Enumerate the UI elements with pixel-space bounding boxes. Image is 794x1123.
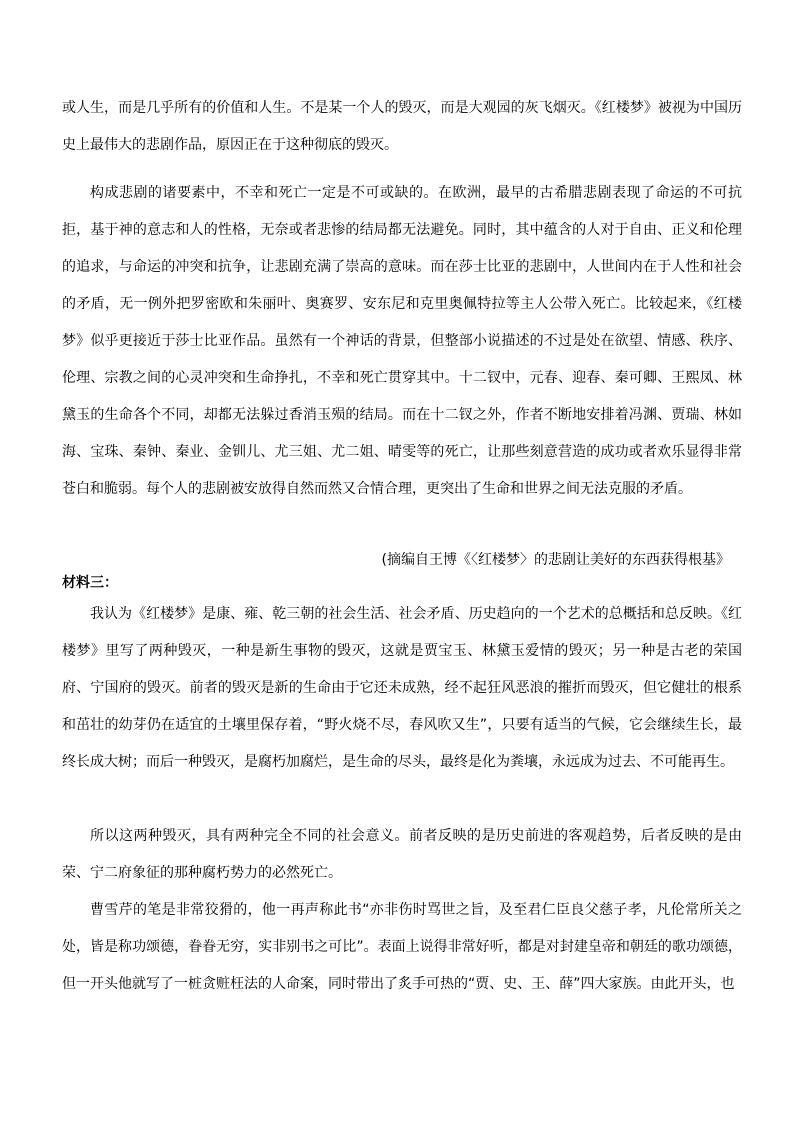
paragraph-continuation: 或人生，而是几乎所有的价值和人生。不是某一个人的毁灭，而是大观园的灰飞烟灭。《红楼梦》被视为中国历史上最伟大的悲剧作品，原因正在于这种彻底的毁灭。: [62, 100, 742, 153]
paragraph-social-meaning: 所以这两种毁灭，具有两种完全不同的社会意义。前者反映的是历史前进的客观趋势，后者反映的是由荣、宁二府象征的那种腐朽势力的必然死亡。: [62, 828, 742, 881]
paragraph-cao-xueqin: 曹雪芹的笔是非常狡猾的，他一再声称此书“亦非伤时骂世之旨，及至君仁臣良父慈子孝，凡伦常所关之处，皆是称功颂德，眷眷无穷，实非别书之可比”。表面上说得非常好听，都是对封建皇帝和朝廷的歌功颂德，但一开头他就写了一桩贪赃枉法的人命案，同时带出了炙手可热的“贾、史、王、薛”四大家族。由此开头，也: [62, 902, 742, 992]
section-heading-material-three: 材料三：: [62, 575, 118, 591]
paragraph-tragedy-elements: 构成悲剧的诸要素中，不幸和死亡一定是不可或缺的。在欧洲，最早的古希腊悲剧表现了命运的不可抗拒，基于神的意志和人的性格，无奈或者悲惨的结局都无法避免。同时，其中蕴含的人对于自由、正义和伦理的追求，与命运的冲突和抗争，让悲剧充满了崇高的意味。而在莎士比亚的悲剧中，人世间内在于人性和社会的矛盾，无一例外把罗密欧和朱丽叶、奥赛罗、安东尼和克里奥佩特拉等主人公带入死亡。比较起来，《红楼梦》似乎更接近于莎士比亚作品。虽然有一个神话的背景，但整部小说描述的不过是处在欲望、情感、秩序、伦理、宗教之间的心灵冲突和生命挣扎，不幸和死亡贯穿其中。十二钗中，元春、迎春、秦可卿、王熙凤、林黛玉的生命各个不同，却都无法躲过香消玉殒的结局。而在十二钗之外，作者不断地安排着冯渊、贾瑞、林如海、宝珠、秦钟、秦业、金钏儿、尤三姐、尤二姐、晴雯等的死亡，让那些刻意营造的成功或者欢乐显得非常苍白和脆弱。每个人的悲剧被安放得自然而然又合情合理，更突出了生命和世界之间无法克服的矛盾。: [62, 185, 742, 497]
paragraph-two-destructions: 我认为《红楼梦》是康、雍、乾三朝的社会生活、社会矛盾、历史趋向的一个艺术的总概括和总反映。《红楼梦》里写了两种毁灭，一种是新生事物的毁灭，这就是贾宝玉、林黛玉爱情的毁灭；另一种是古老的荣国府、宁国府的毁灭。前者的毁灭是新的生命由于它还未成熟，经不起狂风恶浪的摧折而毁灭，但它健壮的根系和茁壮的幼芽仍在适宜的土壤里保存着，“野火烧不尽，春风吹又生”，只要有适当的气候，它会继续生长，最终长成大树；而后一种毁灭，是腐朽加腐烂，是生命的尽头，最终是化为粪壤，永远成为过去、不可能再生。: [62, 606, 742, 770]
source-citation: (摘编自王博《〈红楼梦〉的悲剧让美好的东西获得根基》: [381, 552, 730, 568]
